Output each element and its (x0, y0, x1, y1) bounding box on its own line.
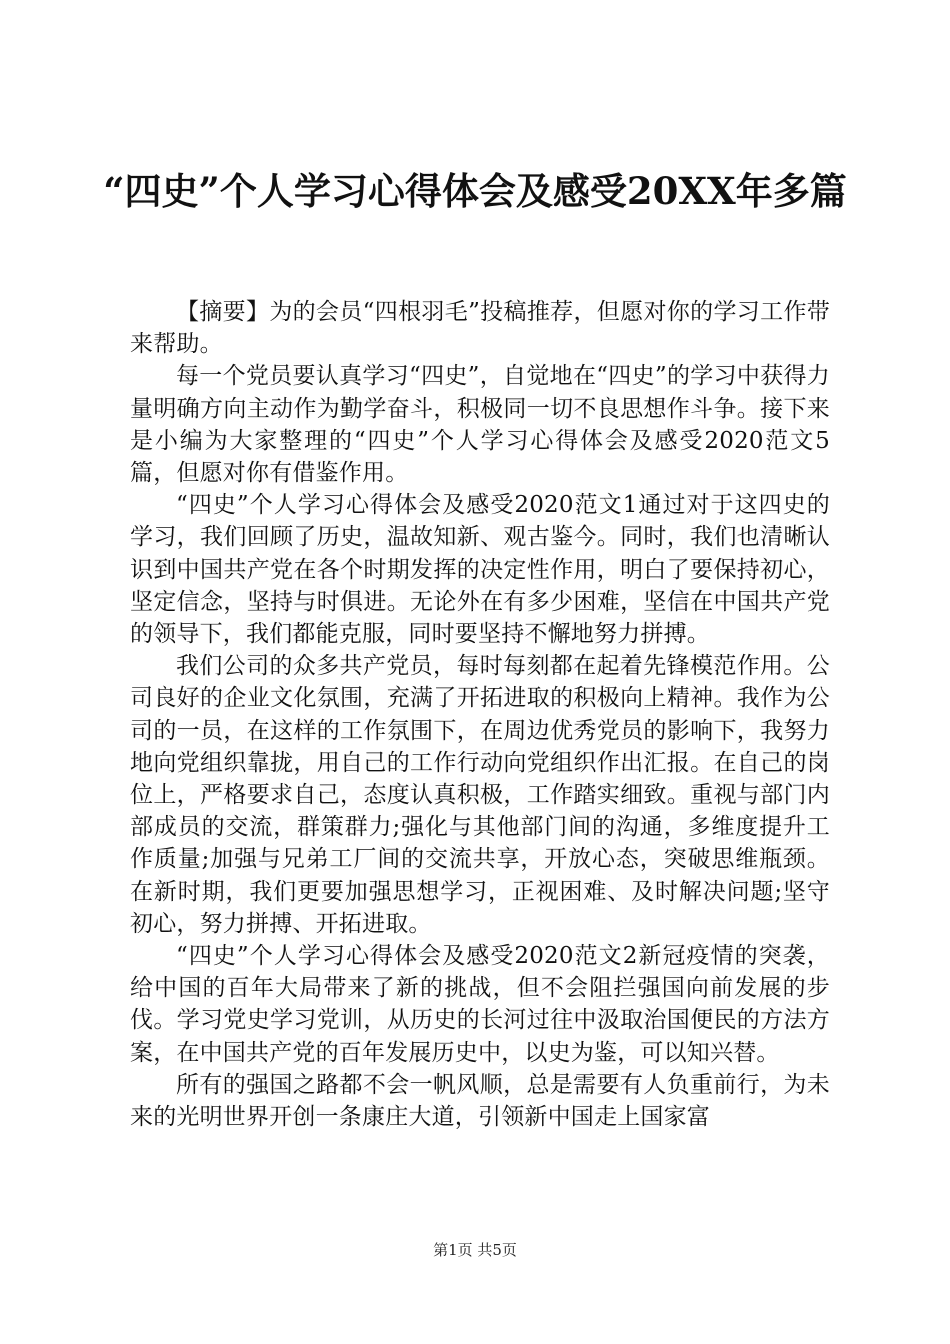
document-title: “四史”个人学习心得体会及感受20XX年多篇 (103, 169, 847, 213)
paragraph-essay-1: “四史”个人学习心得体会及感受2020范文1通过对于这四史的学习，我们回顾了历史，温故知新、观古鉴今。同时，我们也清晰认识到中国共产党在各个时期发挥的决定性作用，明白了要保持初心，坚定信念，坚持与时俱进。无论外在有多少困难，坚信在中国共产党的领导下，我们都能克服，同时要坚持不懈地努力拼搏。 (130, 492, 830, 648)
paragraph-essay-2: “四史”个人学习心得体会及感受2020范文2新冠疫情的突袭，给中国的百年大局带来了新的挑战，但不会阻拦强国向前发展的步伐。学习党史学习党训，从历史的长河过往中汲取治国便民的方法方案，在中国共产党的百年发展历史中，以史为鉴，可以知兴替。 (130, 943, 830, 1066)
paragraph-abstract: 【摘要】为的会员“四根羽毛”投稿推荐，但愿对你的学习工作带来帮助。 (130, 299, 830, 358)
paragraph-intro: 每一个党员要认真学习“四史”，自觉地在“四史”的学习中获得力量明确方向主动作为勤学奋斗，积极同一切不良思想作斗争。接下来是小编为大家整理的“四史”个人学习心得体会及感受2020范文5篇，但愿对你有借鉴作用。 (130, 363, 830, 487)
paragraph-company: 我们公司的众多共产党员，每时每刻都在起着先锋模范作用。公司良好的企业文化氛围，充满了开拓进取的积极向上精神。我作为公司的一员，在这样的工作氛围下，在周边优秀党员的影响下，我努力地向党组织靠拢，用自己的工作行动向党组织作出汇报。在自己的岗位上，严格要求自己，态度认真积极，工作踏实细致。重视与部门内部成员的交流，群策群力;强化与其他部门间的沟通，多维度提升工作质量;加强与兄弟工厂间的交流共享，开放心态，突破思维瓶颈。在新时期，我们更要加强思想学习，正视困难、及时解决问题;坚守初心，努力拼搏、开拓进取。 (130, 653, 830, 937)
document-body (130, 296, 830, 1133)
paragraph-road: 所有的强国之路都不会一帆风顺，总是需要有人负重前行，为未来的光明世界开创一条康庄大道，引领新中国走上国家富 (130, 1071, 830, 1131)
page-number-footer: 第1页 共5页 (433, 1241, 517, 1259)
